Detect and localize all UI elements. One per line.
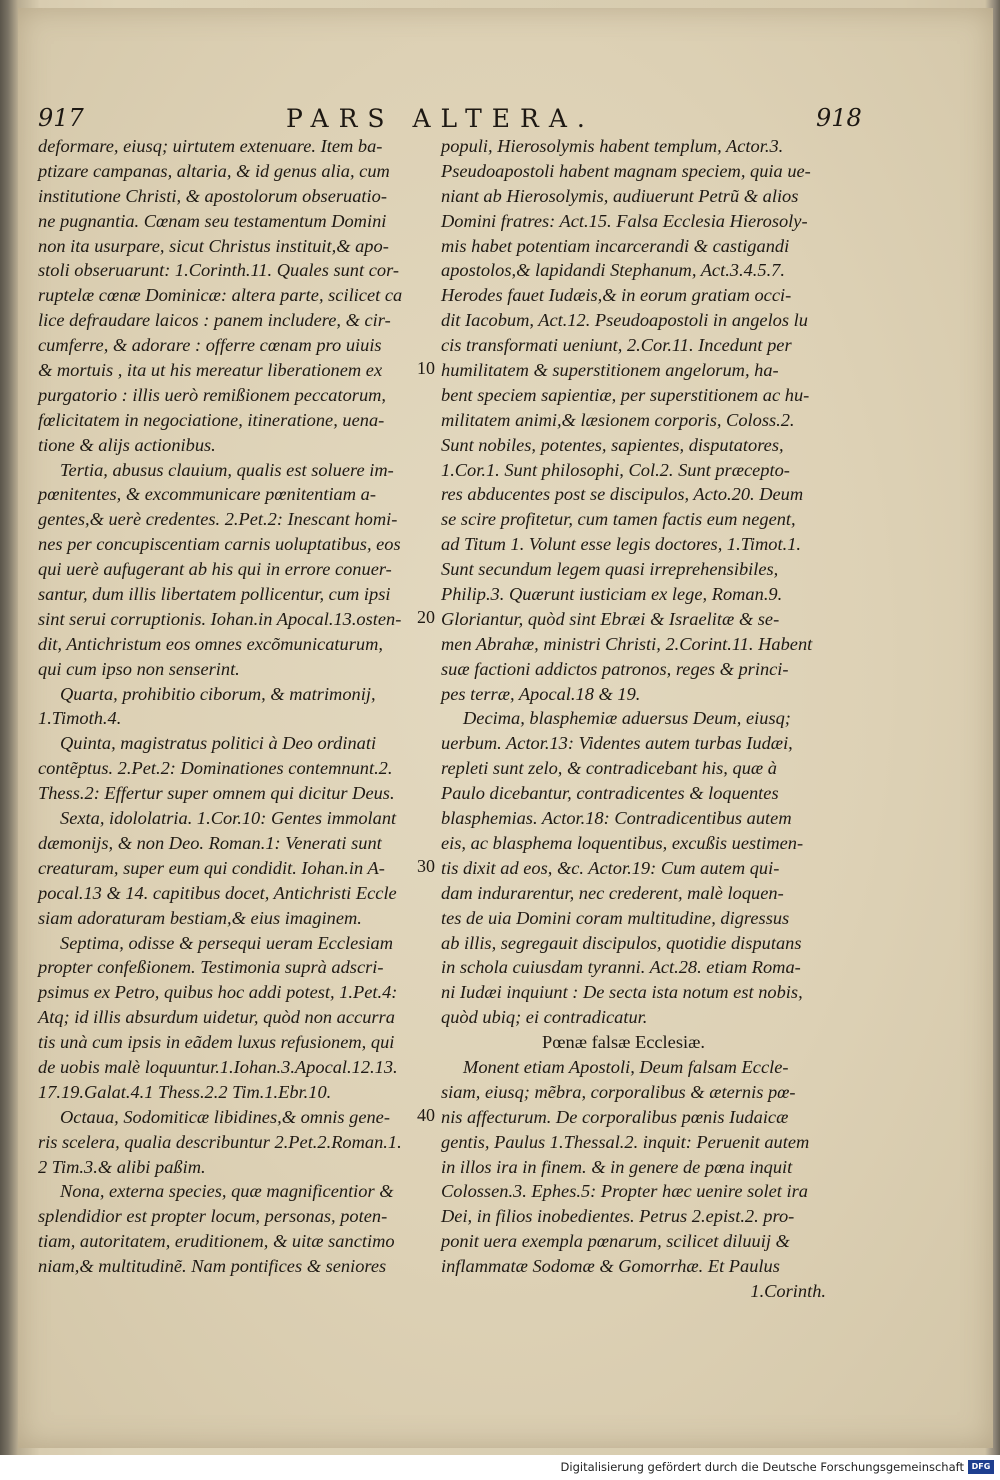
text-line: contẽptus. 2.Pet.2: Dominationes contemnunt.2. bbox=[38, 758, 393, 779]
right-column bbox=[441, 134, 826, 1304]
text-line: institutione Christi, & apostolorum obseruatio- bbox=[38, 185, 387, 206]
line-number-40: 40 bbox=[417, 1105, 435, 1125]
text-line: ni Iudæi inquiunt : De secta ista notum est nobis, bbox=[441, 982, 803, 1003]
text-line: propter confeßionem. Testimonia suprà adscri- bbox=[38, 957, 384, 978]
paragraph-start: Quinta, magistratus politici à Deo ordinati bbox=[60, 733, 377, 754]
text-line: siam adoraturam bestiam,& eius imaginem. bbox=[38, 907, 362, 928]
text-line: Domini fratres: Act.15. Falsa Ecclesia Hierosoly- bbox=[441, 210, 808, 231]
text-line: inflammatæ Sodomæ & Gomorrhæ. Et Paulus bbox=[441, 1256, 780, 1277]
text-line: suæ factioni addictos patronos, reges & princi- bbox=[441, 658, 789, 679]
text-line: ruptelæ cœnæ Dominicæ: altera parte, scilicet ca bbox=[38, 285, 403, 306]
text-line: mis habet potentiam incarcerandi & castigandi bbox=[441, 235, 790, 256]
text-line: in illos ira in finem. & in genere de pœna inquit bbox=[441, 1156, 793, 1177]
text-line: res abducentes post se discipulos, Acto.20. Deum bbox=[441, 484, 804, 505]
text-line: niant ab Hierosolymis, audiuerunt Petrũ & alios bbox=[441, 185, 799, 206]
text-line: & mortuis , ita ut his mereatur liberationem ex bbox=[38, 360, 383, 381]
line-number-10: 10 bbox=[417, 358, 435, 378]
text-line: ptizare campanas, altaria, & id genus alia, cum bbox=[38, 160, 390, 181]
text-line: sint serui corruptionis. Iohan.in Apocal.13.osten- bbox=[38, 608, 402, 629]
text-line: blasphemias. Actor.18: Contradicentibus autem bbox=[441, 808, 792, 829]
text-line: apostolos,& lapidandi Stephanum, Act.3.4.5.7. bbox=[441, 260, 785, 281]
text-line: ab illis, segregauit discipulos, quotidie disputans bbox=[441, 932, 802, 953]
page-number-left: 917 bbox=[38, 104, 84, 132]
text-line: Thess.2: Effertur super omnem qui dicitur Deus. bbox=[38, 783, 395, 804]
text-line: Philip.3. Quærunt iusticiam ex lege, Roman.9. bbox=[441, 584, 783, 605]
text-line: Sunt secundum legem quasi irreprehensibiles, bbox=[441, 559, 779, 580]
text-line: 2 Tim.3.& alibi paßim. bbox=[38, 1156, 206, 1177]
line-number-30: 30 bbox=[417, 856, 435, 876]
text-line: pœnitentes, & excommunicare pœnitentiam a- bbox=[38, 484, 376, 505]
text-line: men Abrahæ, ministri Christi, 2.Corint.11. Habent bbox=[441, 633, 813, 654]
text-line: santur, dum illis libertatem pollicentur, cum ipsi bbox=[38, 584, 391, 605]
text-line: nes per concupiscentiam carnis uoluptatibus, eos bbox=[38, 534, 401, 555]
text-line: 1.Cor.1. Sunt philosophi, Col.2. Sunt præcepto- bbox=[441, 459, 790, 480]
paragraph-start: Quarta, prohibitio ciborum, & matrimonij, bbox=[60, 683, 376, 704]
text-line: dam indurarentur, nec crederent, malè loquen- bbox=[441, 882, 784, 903]
text-line: ne pugnantia. Cœnam seu testamentum Domini bbox=[38, 210, 387, 231]
text-line: dit, Antichristum eos omnes excõmunicaturum, bbox=[38, 633, 383, 654]
text-line: gentes,& uerè credentes. 2.Pet.2: Inescant homi- bbox=[38, 509, 398, 530]
footer-bar bbox=[0, 1455, 1000, 1480]
text-line: de uobis malè loquuntur.1.Iohan.3.Apocal.12.13. bbox=[38, 1056, 398, 1077]
text-line: tes de uia Domini coram multitudine, digressus bbox=[441, 907, 790, 928]
paragraph-start: Tertia, abusus clauium, qualis est soluere im- bbox=[60, 459, 394, 480]
text-line: gentis, Paulus 1.Thessal.2. inquit: Peruenit autem bbox=[441, 1131, 810, 1152]
text-line: ad Titum 1. Volunt esse legis doctores, 1.Timot.1. bbox=[441, 534, 801, 555]
text-line: psimus ex Petro, quibus hoc addi potest, 1.Pet.4: bbox=[38, 982, 398, 1003]
text-line: se scire profitetur, cum tamen factis eum negent, bbox=[441, 509, 796, 530]
text-line: dæmonijs, & non Deo. Roman.1: Venerati sunt bbox=[38, 832, 382, 853]
text-line: pes terræ, Apocal.18 & 19. bbox=[441, 683, 641, 704]
text-line: Atq; id illis absurdum uidetur, quòd non accurra bbox=[38, 1007, 395, 1028]
text-line: tis dixit ad eos, &c. Actor.19: Cum autem qui- bbox=[441, 857, 780, 878]
text-line: 1.Timoth.4. bbox=[38, 708, 122, 729]
text-line: Gloriantur, quòd sint Ebræi & Israelitæ & se- bbox=[441, 608, 780, 629]
text-line: ponit uera exempla pœnarum, scilicet diluuij & bbox=[441, 1231, 790, 1252]
page-number-right: 918 bbox=[816, 104, 862, 132]
text-line: fœlicitatem in negociatione, itineratione, uena- bbox=[38, 409, 385, 430]
text-line: bent speciem sapientiæ, per superstitionem ac hu- bbox=[441, 384, 810, 405]
text-line: cis transformati ueniunt, 2.Cor.11. Incedunt per bbox=[441, 335, 792, 356]
text-line: siam, eiusq; mẽbra, corporalibus & æternis pœ- bbox=[441, 1081, 796, 1102]
left-column bbox=[38, 134, 410, 1279]
text-line: in schola cuiusdam tyranni. Act.28. etiam Roma- bbox=[441, 957, 801, 978]
text-line: creaturam, super eum qui condidit. Iohan.in A- bbox=[38, 857, 385, 878]
paragraph-start: Decima, blasphemiæ aduersus Deum, eiusq; bbox=[463, 708, 791, 729]
text-line: deformare, eiusq; uirtutem extenuare. Item ba- bbox=[38, 136, 383, 156]
text-line: tione & alijs actionibus. bbox=[38, 434, 216, 455]
text-line: quòd ubiq; ei contradicatur. bbox=[441, 1007, 648, 1028]
section-heading: Pœnæ falsæ Ecclesiæ. bbox=[542, 1032, 705, 1053]
text-line: nis affecturum. De corporalibus pœnis Iudaicæ bbox=[441, 1106, 789, 1127]
text-line: niam,& multitudinẽ. Nam pontifices & seniores bbox=[38, 1256, 387, 1277]
paragraph-start: Nona, externa species, quæ magnificentior & bbox=[60, 1181, 394, 1202]
text-line: qui uerè aufugerant ab his qui in errore conuer- bbox=[38, 559, 392, 580]
text-line: Dei, in filios inobedientes. Petrus 2.epist.2. pro- bbox=[441, 1206, 795, 1227]
text-line: tis unà cum ipsis in eãdem luxus refusionem, qui bbox=[38, 1032, 395, 1053]
text-line: cumferre, & adorare : offerre cœnam pro uiuis bbox=[38, 335, 382, 356]
paragraph-start: Monent etiam Apostoli, Deum falsam Eccle- bbox=[463, 1056, 789, 1077]
text-line: lice defraudare laicos : panem includere, & cir- bbox=[38, 310, 391, 331]
text-line: tiam, autoritatem, eruditionem, & uitæ sanctimo bbox=[38, 1231, 395, 1252]
text-line: qui cum ipso non senserint. bbox=[38, 658, 240, 679]
text-line: non ita usurpare, sicut Christus instituit,& apo- bbox=[38, 235, 389, 256]
line-number-20: 20 bbox=[417, 607, 435, 627]
page-header bbox=[38, 104, 862, 138]
text-line: 17.19.Galat.4.1 Thess.2.2 Tim.1.Ebr.10. bbox=[38, 1081, 332, 1102]
paragraph-start: Septima, odisse & persequi ueram Ecclesiam bbox=[60, 932, 394, 953]
text-line: militatem animi,& læsionem corporis, Coloss.2. bbox=[441, 409, 795, 430]
text-line: populi, Hierosolymis habent templum, Actor.3. bbox=[441, 136, 784, 156]
text-line: Colossen.3. Ephes.5: Propter hæc uenire solet ira bbox=[441, 1181, 808, 1202]
dfg-logo: DFG bbox=[968, 1460, 994, 1474]
text-line: uerbum. Actor.13: Videntes autem turbas Iudæi, bbox=[441, 733, 793, 754]
text-line: ris scelera, qualia describuntur 2.Pet.2.Roman.1. bbox=[38, 1131, 402, 1152]
text-line: pocal.13 & 14. capitibus docet, Antichristi Eccle bbox=[38, 882, 397, 903]
text-line: repleti sunt zelo, & contradicebant his, quæ à bbox=[441, 758, 777, 779]
text-line: splendidior est propter locum, personas, poten- bbox=[38, 1206, 388, 1227]
text-line: Herodes fauet Iudæis,& in eorum gratiam occi- bbox=[441, 285, 792, 306]
text-line: eis, ac blasphema loquentibus, excußis uestimen- bbox=[441, 832, 804, 853]
text-line: Sunt nobiles, potentes, sapientes, disputatores, bbox=[441, 434, 784, 455]
catchword: 1.Corinth. bbox=[750, 1280, 826, 1301]
funding-credit: Digitalisierung gefördert durch die Deutsche Forschungsgemeinschaft bbox=[560, 1460, 964, 1474]
text-line: Paulo dicebantur, contradicentes & loquentes bbox=[441, 783, 779, 804]
text-line: Pseudoapostoli habent magnam speciem, quia ue- bbox=[441, 160, 811, 181]
running-title: PARS ALTERA. bbox=[286, 104, 595, 133]
paragraph-start: Octaua, Sodomiticæ libidines,& omnis gene- bbox=[60, 1106, 390, 1127]
paragraph-start: Sexta, idololatria. 1.Cor.10: Gentes immolant bbox=[60, 808, 397, 829]
text-line: humilitatem & superstitionem angelorum, ha- bbox=[441, 360, 779, 381]
text-line: purgatorio : illis uerò remißionem peccatorum, bbox=[38, 384, 387, 405]
text-line: dit Iacobum, Act.12. Pseudoapostoli in angelos lu bbox=[441, 310, 808, 331]
text-line: stoli obseruarunt: 1.Corinth.11. Quales sunt cor- bbox=[38, 260, 399, 281]
